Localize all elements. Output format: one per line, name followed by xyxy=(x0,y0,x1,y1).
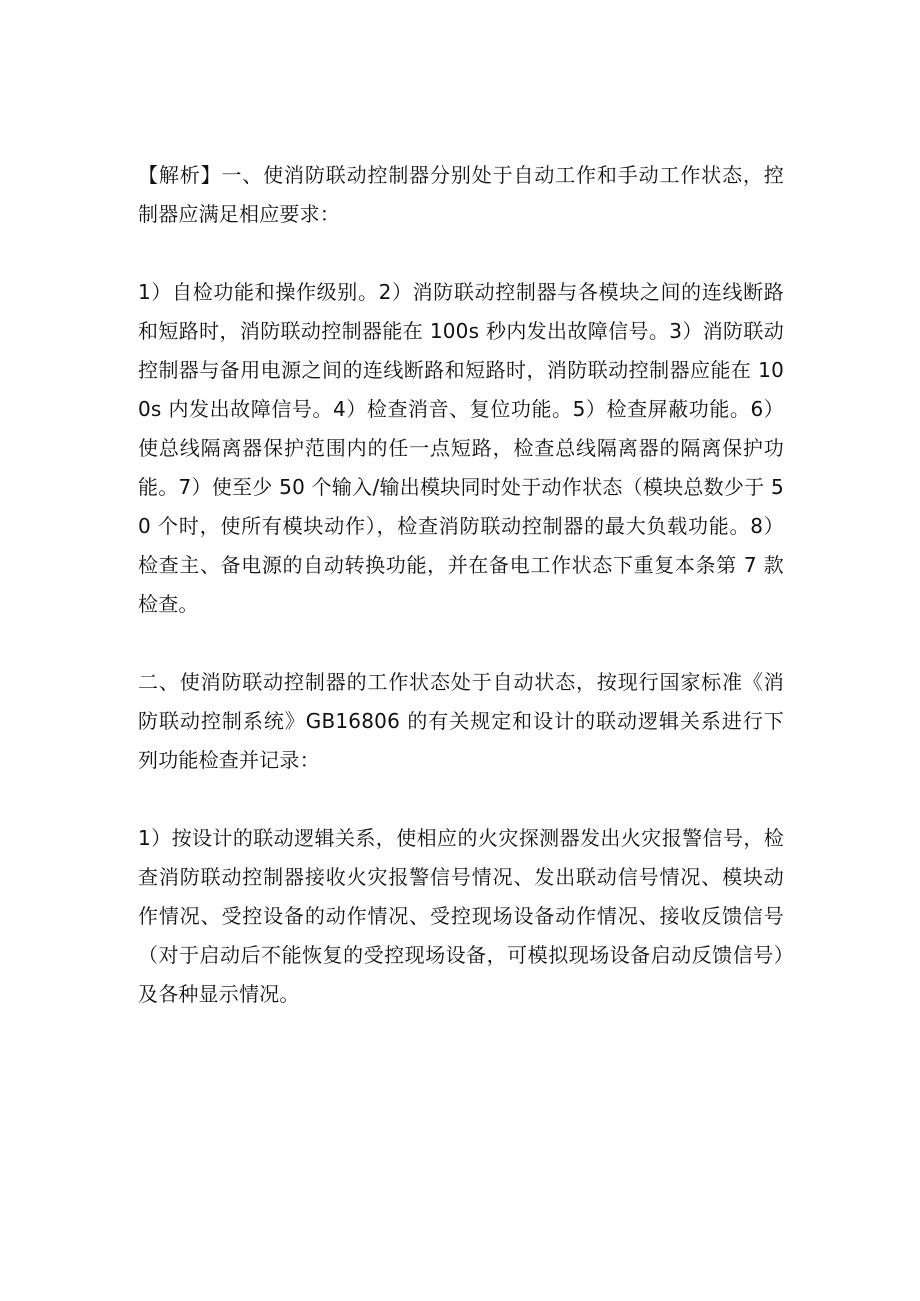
paragraph-analysis-intro: 【解析】一、使消防联动控制器分别处于自动工作和手动工作状态，控制器应满足相应要求： xyxy=(138,163,784,226)
document-body xyxy=(138,156,784,1053)
paragraph-section-two-intro: 二、使消防联动控制器的工作状态处于自动状态，按现行国家标准《消防联动控制系统》GB16806 的有关规定和设计的联动逻辑关系进行下列功能检查并记录： xyxy=(138,670,784,772)
paragraph-manual-auto-checks: 1）自检功能和操作级别。2）消防联动控制器与各模块之间的连线断路和短路时，消防联动控制器能在 100s 秒内发出故障信号。3）消防联动控制器与备用电源之间的连线断路和短路时，消防联动控制器应能在 100s 内发出故障信号。4）检查消音、复位功能。5）检查屏蔽功能。6）使总线隔离器保护范围内的任一点短路，检查总线隔离器的隔离保护功能。7）使至少 50 个输入/输出模块同时处于动作状态（模块总数少于 50 个时，使所有模块动作），检查消防联动控制器的最大负载功能。8）检查主、备电源的自动转换功能，并在备电工作状态下重复本条第 7 款检查。 xyxy=(138,280,784,616)
paragraph-linkage-check: 1）按设计的联动逻辑关系，使相应的火灾探测器发出火灾报警信号，检查消防联动控制器接收火灾报警信号情况、发出联动信号情况、模块动作情况、受控设备的动作情况、受控现场设备动作情况、接收反馈信号（对于启动后不能恢复的受控现场设备，可模拟现场设备启动反馈信号）及各种显示情况。 xyxy=(138,826,784,1006)
